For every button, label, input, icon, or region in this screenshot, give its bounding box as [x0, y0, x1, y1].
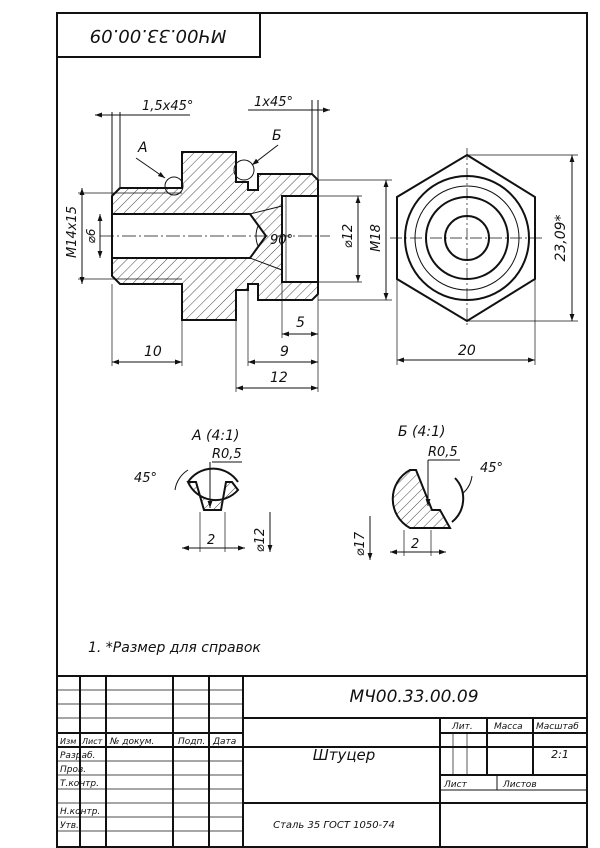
- dim-across-corners: 23,09*: [553, 214, 569, 262]
- detail-a-title: А (4:1): [192, 428, 240, 444]
- tb-col-sign: Подп.: [178, 737, 206, 747]
- detail-b-radius: R0,5: [428, 445, 458, 460]
- tb-col-izm: Изм: [60, 737, 77, 746]
- tb-col-list: Лист: [82, 737, 103, 746]
- tb-sheet: Лист: [444, 780, 467, 790]
- detail-a-radius: R0,5: [212, 447, 242, 462]
- tb-col-doc: № докум.: [110, 737, 155, 747]
- top-stamp-box: [57, 13, 260, 57]
- dim-len-12: 12: [270, 370, 288, 386]
- detail-a-dia: ⌀12: [253, 527, 268, 553]
- tb-mass: Масса: [494, 722, 523, 732]
- dim-bore-6: ⌀6: [84, 228, 98, 244]
- detail-b-title: Б (4:1): [398, 424, 446, 440]
- tb-row-nkontr: Н.контр.: [60, 807, 101, 817]
- dim-thread-m14: М14х15: [65, 206, 80, 258]
- dim-across-flats: 20: [458, 343, 476, 359]
- detail-b-dia: ⌀17: [353, 531, 368, 557]
- callout-a: А: [138, 140, 148, 156]
- tb-lit: Лит.: [452, 722, 473, 732]
- note-reference: 1. *Размер для справок: [88, 640, 261, 656]
- tb-scale-value: 2:1: [551, 748, 569, 761]
- tb-part-name: Штуцер: [312, 746, 376, 764]
- part-section-view: [65, 95, 392, 392]
- detail-b-angle: 45°: [480, 461, 504, 476]
- title-block: [57, 676, 587, 847]
- dim-len-5: 5: [296, 315, 305, 331]
- tb-col-date: Дата: [213, 737, 237, 747]
- tb-row-razrab: Разраб.: [60, 751, 96, 761]
- detail-b: [353, 424, 503, 560]
- tb-sheets: Листов: [503, 780, 537, 790]
- dim-len-10: 10: [144, 344, 162, 360]
- tb-material: Сталь 35 ГОСТ 1050-74: [273, 820, 395, 831]
- detail-b-hatch: [393, 470, 450, 528]
- dim-chamfer-left: 1,5х45°: [142, 99, 194, 114]
- dim-hole-12: ⌀12: [341, 223, 356, 249]
- dim-len-9: 9: [280, 344, 289, 360]
- detail-a-width: 2: [207, 533, 216, 548]
- detail-a-angle: 45°: [134, 471, 158, 486]
- dim-thread-m18: М18: [369, 224, 384, 252]
- dim-angle-90: 90°: [270, 233, 294, 248]
- tb-scale: Масштаб: [536, 722, 579, 732]
- detail-a-hatch: [188, 482, 238, 510]
- tb-row-tkontr: Т.контр.: [60, 779, 100, 789]
- callout-b: Б: [272, 128, 282, 144]
- detail-b-width: 2: [411, 537, 420, 552]
- dim-chamfer-right: 1х45°: [254, 95, 294, 110]
- tb-row-utv: Утв.: [60, 821, 79, 831]
- top-stamp-text: МЧ00.33.00.09: [89, 25, 227, 46]
- tb-designation: МЧ00.33.00.09: [349, 687, 479, 707]
- detail-a: [134, 428, 270, 552]
- hex-end-view: [390, 148, 578, 365]
- tb-row-prov: Пров.: [60, 765, 87, 775]
